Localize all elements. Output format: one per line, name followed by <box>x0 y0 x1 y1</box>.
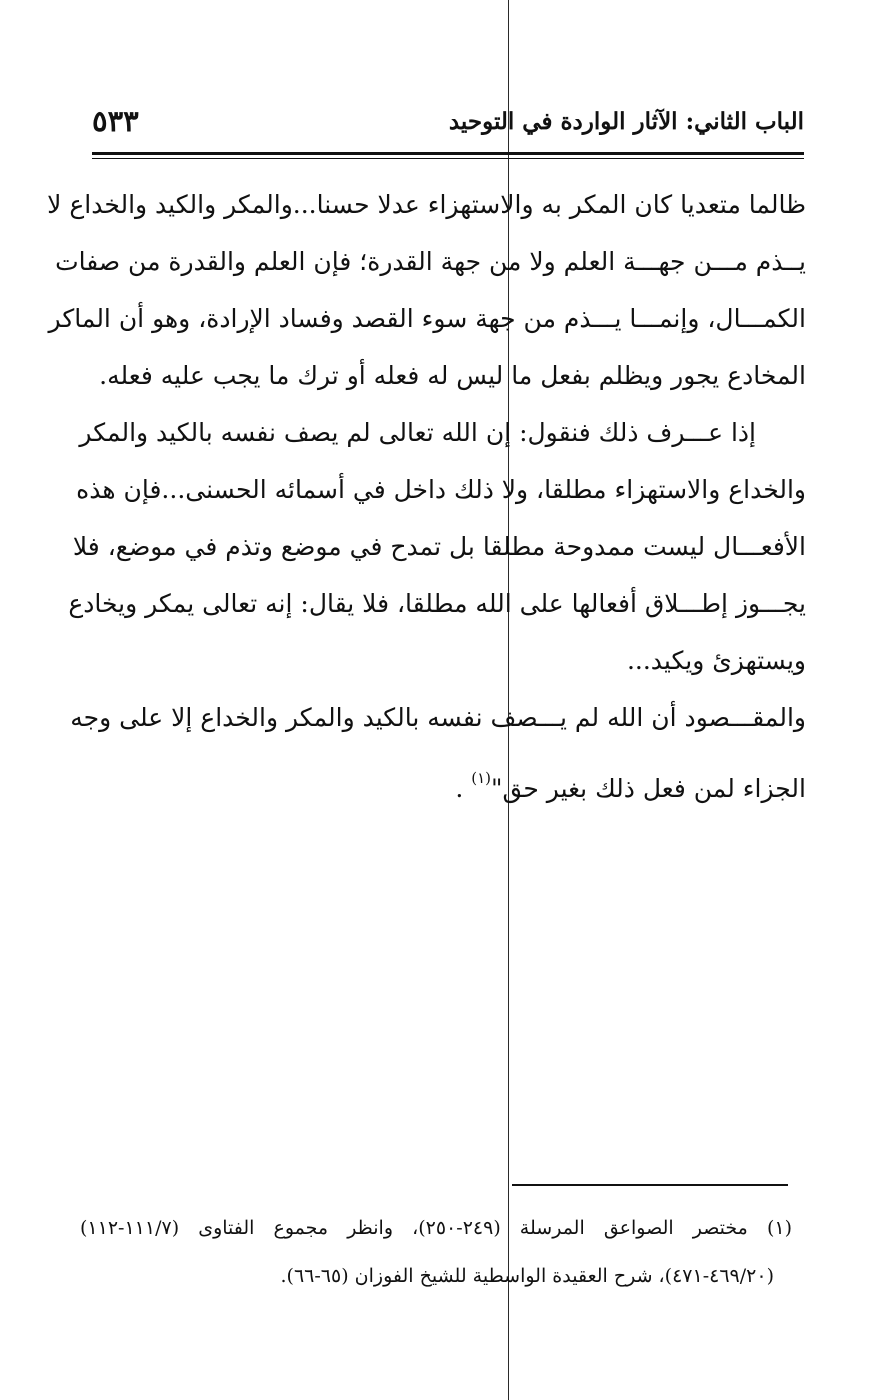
last-text-line <box>92 746 806 810</box>
paragraph-first-line: والمقـــصود أن الله لم يـــصف نفسه بالكيد والمكر والخداع إلا على وجه <box>70 703 806 732</box>
text-line: المخادع يجور ويظلم بفعل ما ليس له فعله أو ترك ما يجب عليه فعله. <box>99 361 806 390</box>
footnote-line: (٤٦٩/٢٠-٤٧١)، شرح العقيدة الواسطية للشيخ الفوزان (٦٥-٦٦). <box>280 1265 774 1287</box>
footnote-line: (١) مختصر الصواعق المرسلة (٢٤٩-٢٥٠)، وانظر مجموع الفتاوى (١١١/٧-١١٢) <box>80 1217 792 1239</box>
text-line: الكمـــال، وإنمـــا يـــذم من جهة سوء القصد وفساد الإرادة، وهو أن الماكر <box>48 304 806 333</box>
header-rule-thick <box>92 152 804 155</box>
text-line: ويستهزئ ويكيد... <box>626 646 806 675</box>
header-rule-thin <box>92 158 804 159</box>
page-number: ٥٣٣ <box>92 104 139 138</box>
closing-period: . <box>455 774 464 803</box>
text-line: يجـــوز إطـــلاق أفعالها على الله مطلقا، فلا يقال: إنه تعالى يمكر ويخادع <box>68 589 806 618</box>
running-title: الباب الثاني: الآثار الواردة في التوحيد <box>448 108 804 135</box>
footnote-marker: (١) <box>471 769 492 787</box>
footnote-separator <box>512 1184 788 1186</box>
text-line: ظالما متعديا كان المكر به والاستهزاء عدلا حسنا...والمكر والكيد والخداع لا <box>47 190 806 219</box>
main-text <box>47 176 806 810</box>
quote-end-text: الجزاء لمن فعل ذلك بغير حق" <box>491 774 806 803</box>
paragraph-first-line: إذا عـــرف ذلك فنقول: إن الله تعالى لم يصف نفسه بالكيد والمكر <box>79 418 756 447</box>
footnotes <box>80 1204 792 1300</box>
text-line: يــذم مـــن جهـــة العلم ولا من جهة القدرة؛ فإن العلم والقدرة من صفات <box>55 247 806 276</box>
text-line: الأفعـــال ليست ممدوحة مطلقا بل تمدح في موضع وتذم في موضع، فلا <box>72 532 806 561</box>
page-header <box>92 104 804 144</box>
text-line: والخداع والاستهزاء مطلقا، ولا ذلك داخل في أسمائه الحسنى...فإن هذه <box>76 475 806 504</box>
